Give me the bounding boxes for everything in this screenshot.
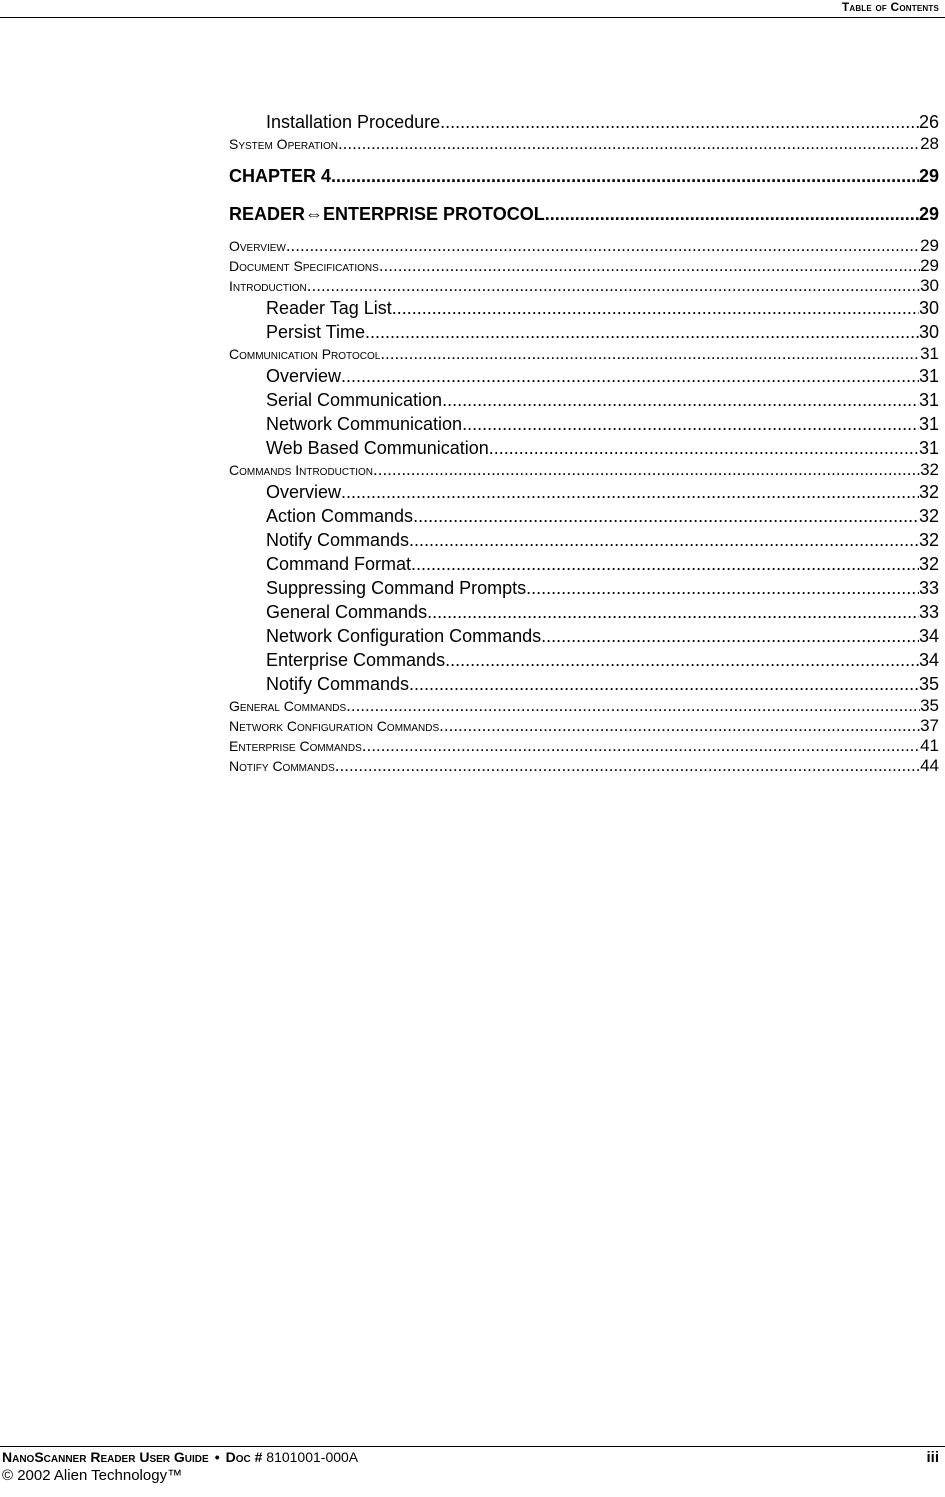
footer-doc-label: Doc #	[225, 1449, 263, 1465]
toc-leader	[427, 600, 919, 624]
toc-leader	[335, 756, 920, 776]
toc-entry[interactable]	[229, 552, 939, 576]
toc-entry-title: Command Format	[266, 554, 412, 574]
toc-entry-title: Commands Introduction	[229, 462, 373, 478]
toc-leader	[379, 256, 920, 276]
toc-entry-title: Network Configuration Commands	[266, 626, 542, 646]
toc-entry-page: 29	[920, 236, 939, 255]
toc-entry[interactable]	[229, 344, 939, 364]
toc-entry-title: READER⇔ENTERPRISE PROTOCOL	[229, 204, 545, 224]
footer-doc-line	[2, 1449, 358, 1465]
toc-entry-page: 26	[918, 112, 939, 132]
toc-entry[interactable]	[229, 412, 939, 436]
footer-bullet: •	[214, 1449, 220, 1465]
toc-entry-title: Introduction	[229, 278, 307, 294]
toc-entry[interactable]	[229, 504, 939, 528]
toc-entry[interactable]	[229, 202, 939, 226]
toc-entry-page: 34	[918, 626, 939, 646]
toc-leader	[413, 504, 919, 528]
toc-entry[interactable]	[229, 134, 939, 154]
toc-entry[interactable]	[229, 672, 939, 696]
toc-entry-title: CHAPTER 4	[229, 166, 332, 186]
toc-leader	[409, 672, 919, 696]
toc-entry-title: Notify Commands	[266, 674, 410, 694]
toc-entry-title: Persist Time	[266, 322, 366, 342]
table-of-contents	[229, 110, 939, 776]
footer-guide-title: NanoScanner Reader User Guide	[2, 1449, 209, 1465]
toc-entry-title: Overview	[229, 238, 286, 254]
toc-entry-page: 30	[918, 322, 939, 342]
page-footer	[0, 1446, 945, 1497]
toc-leader	[489, 436, 919, 460]
toc-entry-page: 32	[918, 554, 939, 574]
toc-leader	[440, 110, 919, 134]
toc-entry-page: 34	[918, 650, 939, 670]
toc-entry[interactable]	[229, 756, 939, 776]
toc-leader	[439, 716, 920, 736]
toc-entry[interactable]	[229, 110, 939, 134]
toc-entry-title: Overview	[266, 482, 342, 502]
toc-entry[interactable]	[229, 600, 939, 624]
toc-entry-page: 41	[920, 736, 939, 755]
toc-entry-page: 29	[918, 204, 939, 224]
footer-page-number: iii	[926, 1449, 939, 1466]
toc-entry-title: Communication Protocol	[229, 346, 381, 362]
toc-entry[interactable]	[229, 624, 939, 648]
toc-leader	[338, 134, 920, 154]
toc-entry-page: 31	[918, 438, 939, 458]
toc-leader	[346, 696, 920, 716]
toc-entry-title: Installation Procedure	[266, 112, 441, 132]
toc-entry-title: Overview	[266, 366, 342, 386]
footer-doc-number: 8101001-000A	[266, 1449, 359, 1465]
toc-entry-page: 32	[918, 482, 939, 502]
toc-entry[interactable]	[229, 276, 939, 296]
toc-leader	[409, 528, 919, 552]
toc-entry-page: 32	[918, 506, 939, 526]
toc-entry[interactable]	[229, 320, 939, 344]
toc-entry[interactable]	[229, 388, 939, 412]
toc-entry-page: 31	[918, 414, 939, 434]
header-title: Table of Contents	[841, 0, 939, 14]
toc-entry-page: 29	[918, 166, 939, 186]
toc-entry-page: 37	[920, 716, 939, 735]
toc-entry-title: General Commands	[229, 698, 347, 714]
toc-entry-page: 44	[920, 756, 939, 775]
toc-entry[interactable]	[229, 648, 939, 672]
toc-entry-title: Notify Commands	[229, 758, 335, 774]
toc-entry-title: Enterprise Commands	[229, 738, 362, 754]
toc-entry-title: System Operation	[229, 136, 338, 152]
toc-entry-page: 32	[918, 530, 939, 550]
toc-entry-page: 29	[920, 256, 939, 275]
toc-leader	[365, 320, 919, 344]
toc-entry[interactable]	[229, 164, 939, 188]
toc-entry-page: 31	[918, 366, 939, 386]
toc-leader	[411, 552, 919, 576]
toc-leader	[392, 296, 919, 320]
toc-entry[interactable]	[229, 576, 939, 600]
toc-leader	[331, 164, 919, 188]
toc-leader	[541, 624, 919, 648]
toc-leader	[341, 480, 919, 504]
toc-entry-page: 31	[920, 344, 939, 363]
toc-entry-page: 35	[918, 674, 939, 694]
toc-entry[interactable]	[229, 460, 939, 480]
toc-entry[interactable]	[229, 736, 939, 756]
toc-leader	[545, 202, 919, 226]
toc-leader	[380, 344, 920, 364]
toc-entry[interactable]	[229, 256, 939, 276]
toc-entry[interactable]	[229, 480, 939, 504]
toc-entry-title: Enterprise Commands	[266, 650, 446, 670]
footer-copyright: © 2002 Alien Technology™	[2, 1467, 183, 1484]
toc-entry-page: 33	[918, 578, 939, 598]
toc-entry-title: Suppressing Command Prompts	[266, 578, 527, 598]
toc-entry-page: 35	[920, 696, 939, 715]
toc-entry[interactable]	[229, 528, 939, 552]
toc-entry-title: Action Commands	[266, 506, 414, 526]
toc-leader	[373, 460, 920, 480]
toc-entry[interactable]	[229, 296, 939, 320]
toc-entry-title: Notify Commands	[266, 530, 410, 550]
toc-entry[interactable]	[229, 236, 939, 256]
toc-entry[interactable]	[229, 436, 939, 460]
toc-entry[interactable]	[229, 696, 939, 716]
toc-entry-page: 28	[920, 134, 939, 153]
toc-entry-title: Document Specifications	[229, 258, 379, 274]
toc-leader	[445, 648, 919, 672]
toc-entry-title: Network Communication	[266, 414, 463, 434]
toc-leader	[307, 276, 920, 296]
toc-entry-title: Web Based Communication	[266, 438, 489, 458]
toc-entry-page: 30	[920, 276, 939, 295]
toc-leader	[362, 736, 920, 756]
toc-entry-page: 31	[918, 390, 939, 410]
toc-entry-title: General Commands	[266, 602, 428, 622]
toc-entry-title: Reader Tag List	[266, 298, 392, 318]
toc-leader	[442, 388, 919, 412]
toc-entry-page: 32	[920, 460, 939, 479]
toc-entry[interactable]	[229, 716, 939, 736]
toc-entry-page: 33	[918, 602, 939, 622]
page-header	[0, 0, 945, 18]
toc-entry-title: Network Configuration Commands	[229, 718, 440, 734]
toc-leader	[286, 236, 920, 256]
toc-entry-page: 30	[918, 298, 939, 318]
toc-leader	[462, 412, 919, 436]
toc-entry[interactable]	[229, 364, 939, 388]
toc-leader	[341, 364, 919, 388]
toc-entry-title: Serial Communication	[266, 390, 443, 410]
toc-leader	[526, 576, 919, 600]
